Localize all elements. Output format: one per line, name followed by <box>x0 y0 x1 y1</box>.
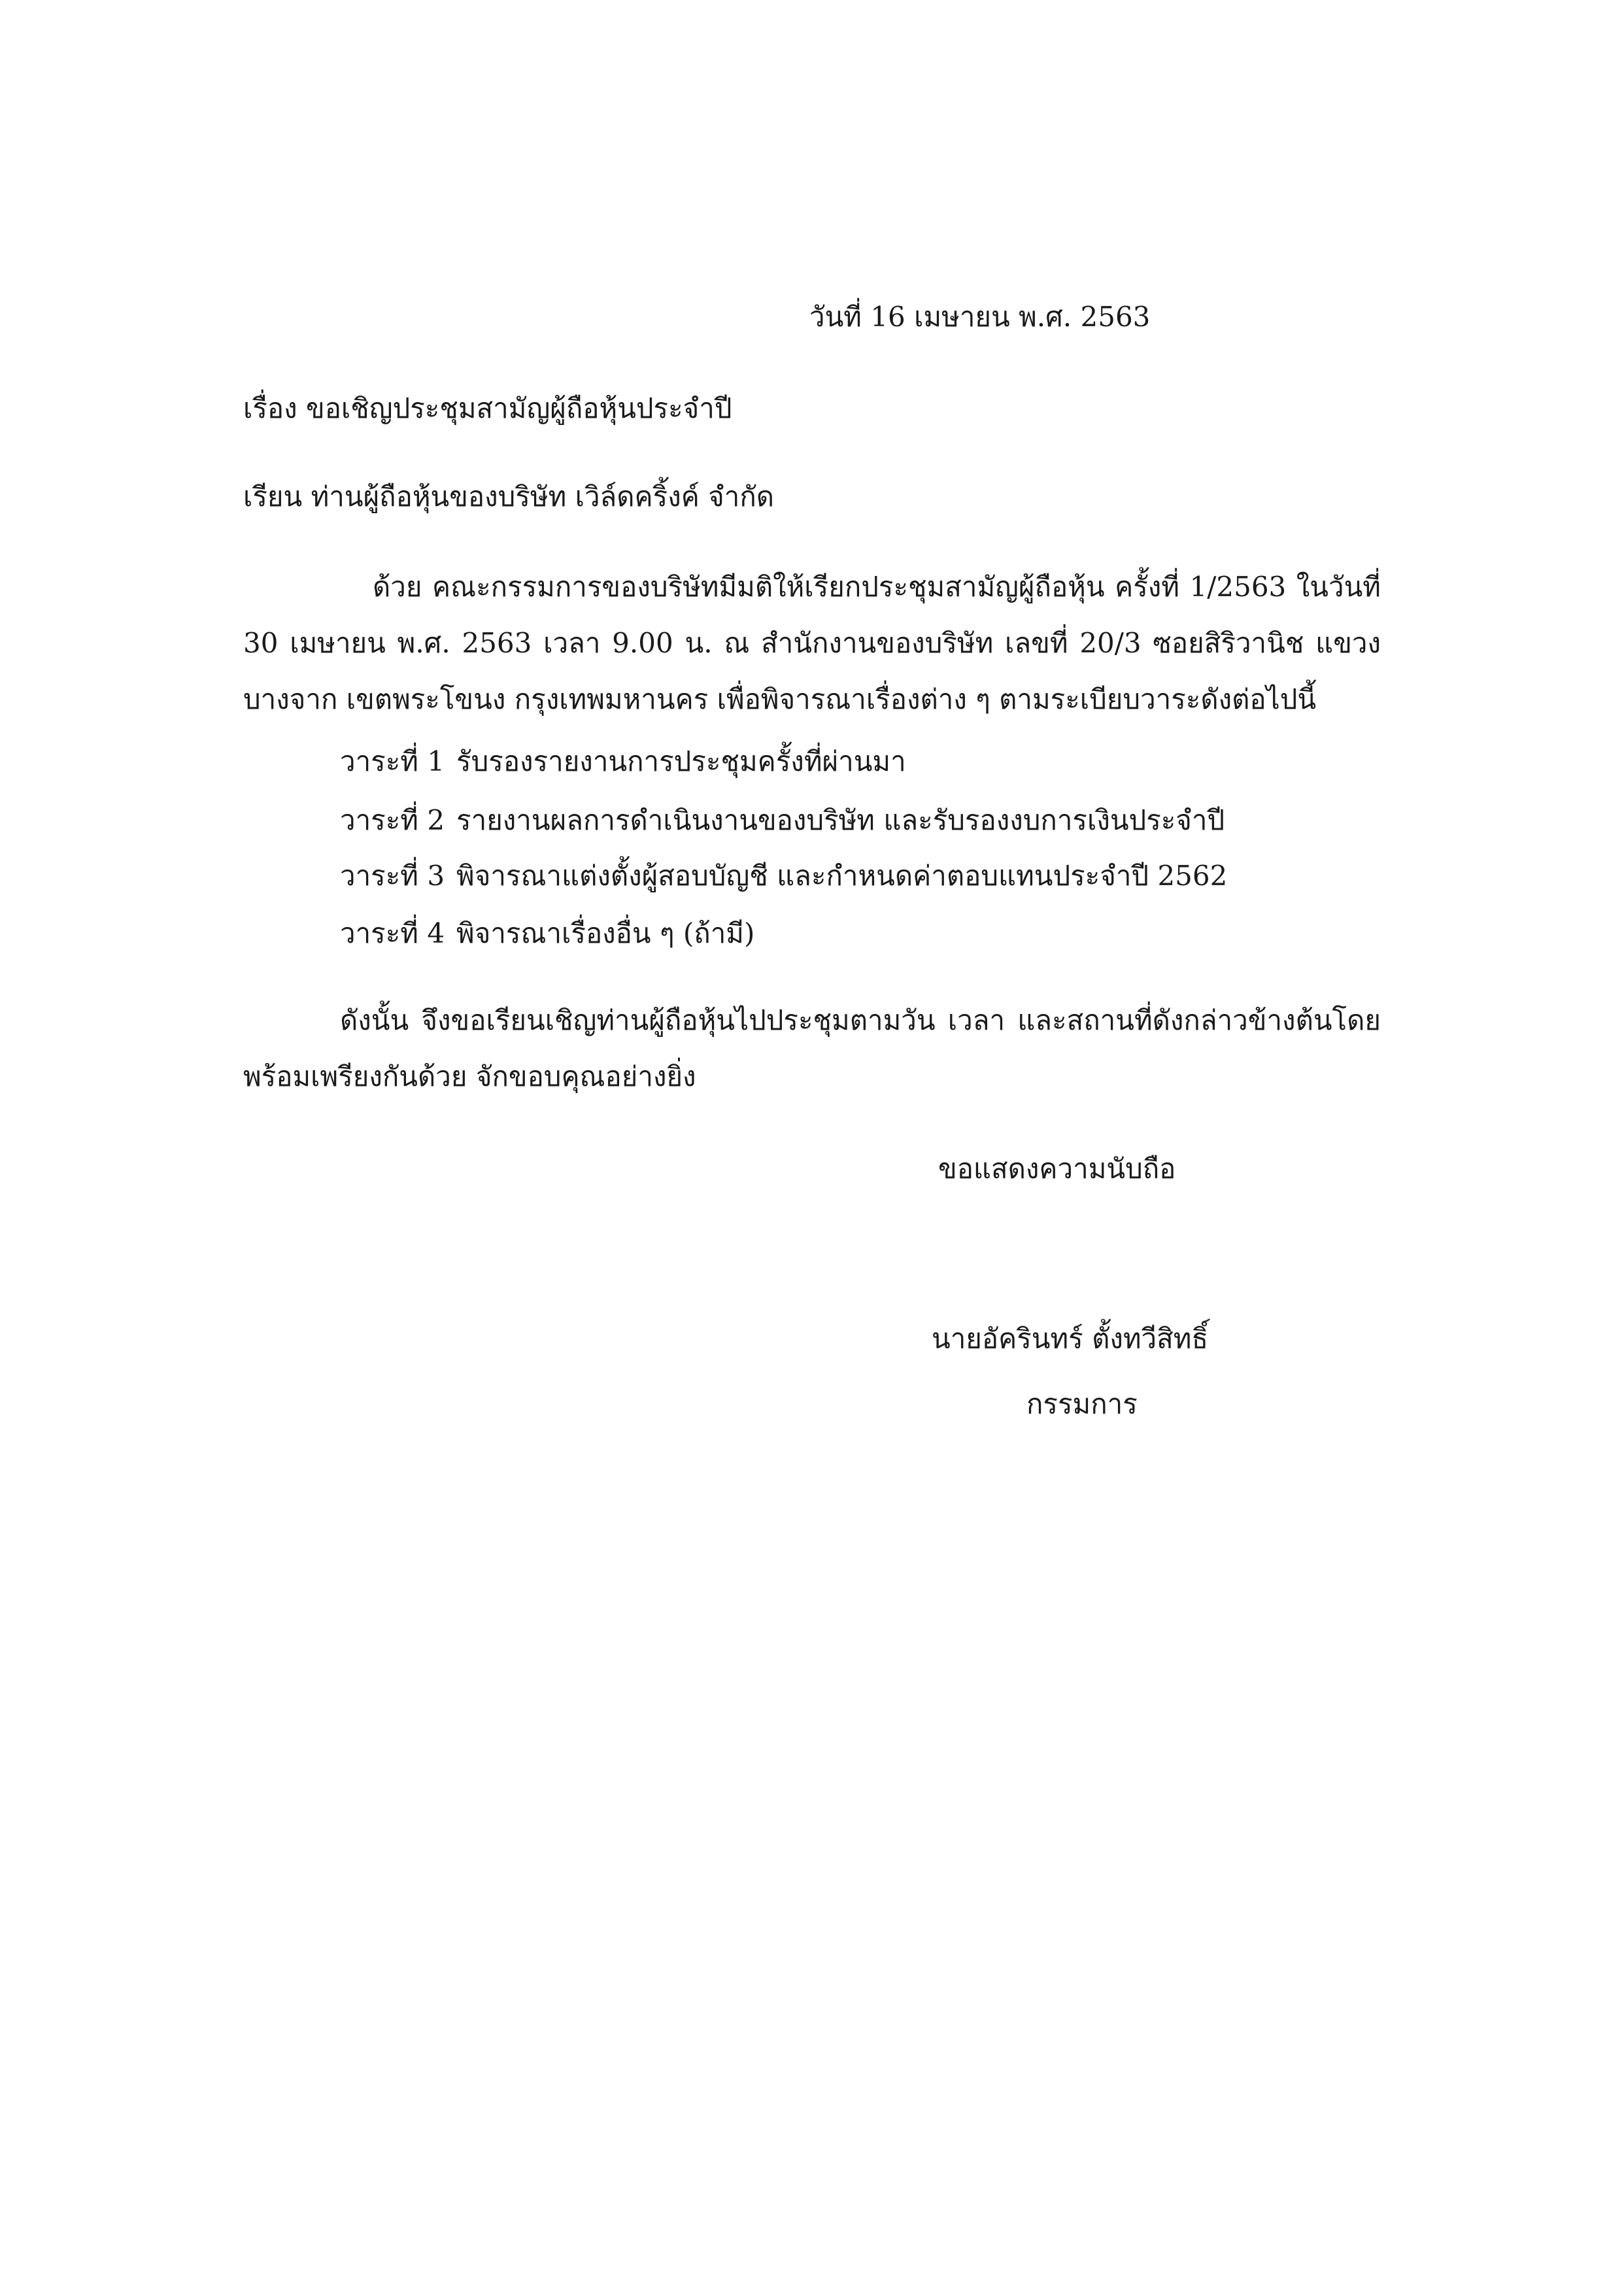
agenda-text: พิจารณาแต่งตั้งผู้สอบบัญชี และกำหนดค่าตอบแทนประจำปี 2562 <box>456 860 1228 892</box>
agenda-number: วาระที่ 4 <box>340 917 445 949</box>
signer-name: นายอัครินทร์ ตั้งทวีสิทธิ์ <box>932 1323 1209 1355</box>
agenda-text: รายงานผลการดำเนินงานของบริษัท และรับรองงบการเงินประจำปี <box>456 804 1225 836</box>
agenda-item <box>340 742 906 781</box>
complimentary-close: ขอแสดงความนับถือ <box>938 1153 1176 1185</box>
body-paragraph: ด้วย คณะกรรมการของบริษัทมีมติให้เรียกประชุมสามัญผู้ถือหุ้น ครั้งที่ 1/2563 ในวันที่ 30 เมษายน พ.ศ. 2563 เวลา 9.00 น. ณ สำนักงานของบริษัท เลขที่ 20/3 ซอยสิริวานิช แขวงบางจาก เขตพระโขนง กรุงเทพมหานคร เพื่อพิจารณาเรื่องต่าง ๆ ตามระเบียบวาระดังต่อไปนี้ <box>243 571 1381 715</box>
agenda-item <box>340 914 754 953</box>
agenda-text: รับรองรายงานการประชุมครั้งที่ผ่านมา <box>456 745 906 777</box>
agenda-number: วาระที่ 3 <box>340 860 445 892</box>
agenda-text: พิจารณาเรื่องอื่น ๆ (ถ้ามี) <box>456 917 755 949</box>
signer-title: กรรมการ <box>1026 1388 1138 1420</box>
agenda-item <box>340 856 1227 896</box>
agenda-number: วาระที่ 1 <box>340 745 445 777</box>
letter-subject: เรื่อง ขอเชิญประชุมสามัญผู้ถือหุ้นประจำปี <box>243 392 732 424</box>
letter-recipient: เรียน ท่านผู้ถือหุ้นของบริษัท เวิล์ดคริ้งค์ จำกัด <box>243 481 775 513</box>
closing-paragraph: ดังนั้น จึงขอเรียนเชิญท่านผู้ถือหุ้นไปประชุมตามวัน เวลา และสถานที่ดังกล่าวข้างต้นโดยพร้อมเพรียงกันด้วย จักขอบคุณอย่างยิ่ง <box>243 1004 1381 1092</box>
agenda-item <box>340 801 1225 840</box>
agenda-number: วาระที่ 2 <box>340 804 445 836</box>
letter-date: วันที่ 16 เมษายน พ.ศ. 2563 <box>809 301 1151 333</box>
